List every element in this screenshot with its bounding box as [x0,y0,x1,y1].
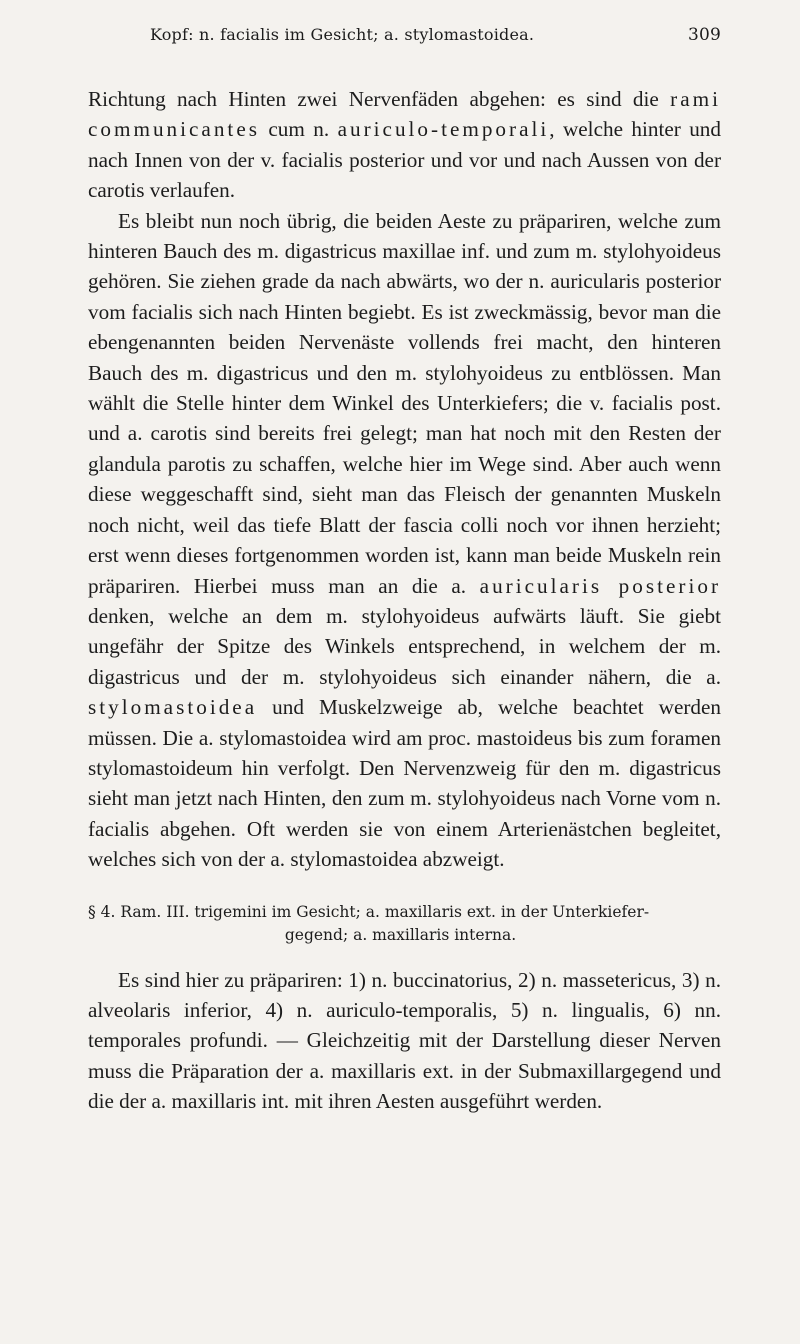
section-heading-line-2: gegend; a. maxillaris interna. [284,925,517,944]
paragraph-3 [88,965,721,1117]
paragraph-2-text-a: Es bleibt nun noch übrig, die beiden Aeste zu präpariren, welche zum hinteren Bauch des m. digastricus maxillae inf. und zum m. stylohyoideus gehören. Sie ziehen grade da nach abwärts, wo der n. auricularis posterior vom facialis sich nach Hinten begiebt. Es ist zweckmässig, bevor man die ebengenannten beiden Nervenäste vollends frei macht, den hinteren Bauch des m. digastricus und den m. stylohyoideus zu entblössen. Man wählt die Stelle hinter dem Winkel des Unterkiefers; die v. facialis post. und a. carotis sind bereits frei gelegt; man hat noch mit den Resten der glandula parotis zu schaffen, welche hier im Wege sind. Aber auch wenn diese weggeschafft sind, sieht man das Fleisch der genannten Muskeln noch nicht, weil das tiefe Blatt der fascia colli noch vor ihnen herzieht; erst wenn dieses fortgenommen worden ist, kann man beide Muskeln rein präpariren. Hierbei muss man an die a. [88,208,721,598]
paragraph-2 [88,206,721,875]
section-heading-line-1: § 4. Ram. III. trigemini im Gesicht; a. maxillaris ext. in der Unterkiefer- [88,902,650,921]
paragraph-1-text-c: cum n. [259,117,338,142]
paragraph-2-text-c: denken, welche an dem m. stylohyoideus aufwärts läuft. Sie giebt ungefähr der Spitze des Winkels entsprechend, in welchem der m. digastricus und der m. stylohyoideus sich einander nähern, die a. [88,603,721,689]
paragraph-1-text-e: , welche hinter und nach Innen von der v. facialis posterior und vor und nach Aussen von der carotis verlaufen. [88,117,721,203]
paragraph-1 [88,84,721,206]
paragraph-1-text-a: Richtung nach Hinten zwei Nervenfäden abgehen: es sind die [88,87,671,111]
paragraph-3-text: Es sind hier zu präpariren: 1) n. buccinatorius, 2) n. massetericus, 3) n. alveolaris inferior, 4) n. auriculo-temporalis, 5) n. lingualis, 6) nn. temporales profundi. — Gleichzeitig mit der Darstellung dieser Nerven muss die Präparation der a. maxillaris ext. in der Submaxillargegend und die der a. maxillaris int. mit ihren Aesten ausgeführt werden. [88,967,721,1114]
body-text-section-4 [88,965,721,1117]
term-auriculo-temporali: auriculo-temporali [337,117,550,142]
book-page [88,24,721,1117]
header-title: Kopf: n. facialis im Gesicht; a. stylomastoidea. [150,25,535,44]
term-rami-communicantes: rami communicantes [88,87,721,142]
term-auricularis-posterior: auricularis posterior [479,573,721,598]
running-header [150,24,721,46]
section-heading [88,901,721,947]
term-stylomastoidea: stylomastoidea [88,695,258,720]
paragraph-2-text-e: und Muskelzweige ab, welche beachtet werden müssen. Die a. stylomastoidea wird am proc. mastoideus bis zum foramen stylomastoideum hin verfolgt. Den Nervenzweig für den m. digastricus sieht man jetzt nach Hinten, den zum m. stylohyoideus nach Vorne vom n. facialis abgehen. Oft werden sie von einem Arterienästchen begleitet, welches sich von der a. stylomastoidea abzweigt. [88,695,721,872]
body-text [88,84,721,875]
page-number: 309 [687,25,721,45]
